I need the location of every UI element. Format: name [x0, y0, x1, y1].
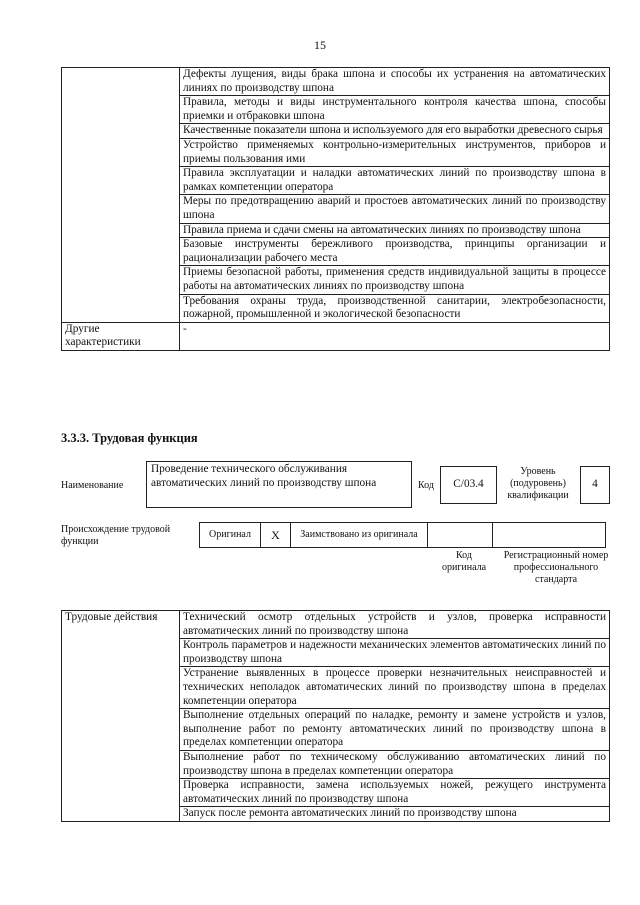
- knowledge-label-cell: [62, 68, 180, 323]
- actions-table: [61, 610, 610, 822]
- page-number: 15: [314, 38, 326, 52]
- knowledge-item: Правила эксплуатации и наладки автоматических линий по производству шпона в рамках компетенции оператора: [180, 167, 610, 195]
- table-row: [62, 322, 610, 350]
- borrowed-label: Заимствовано из оригинала: [291, 523, 428, 548]
- level-label: Уровень (подуровень) квалификации: [507, 466, 569, 501]
- action-item: Проверка исправности, замена используемых ножей, режущего инструмента автоматических линий по производству шпона: [180, 779, 610, 807]
- other-characteristics-value: -: [180, 322, 610, 350]
- code-label: Код: [418, 480, 434, 491]
- level-value-box: 4: [580, 466, 610, 504]
- knowledge-item: Правила, методы и виды инструментального контроля качества шпона, способы приемки и отбраковки шпона: [180, 96, 610, 124]
- knowledge-item: Дефекты лущения, виды брака шпона и способы их устранения на автоматических линиях по производству шпона: [180, 68, 610, 96]
- knowledge-item: Базовые инструменты бережливого производства, принципы организации и рационализации рабочего места: [180, 238, 610, 266]
- knowledge-item: Качественные показатели шпона и используемого для его выработки древесного сырья: [180, 124, 610, 139]
- knowledge-item: Меры по предотвращению аварий и простоев автоматических линий по производству шпона: [180, 195, 610, 223]
- knowledge-item: Правила приема и сдачи смены на автоматических линиях по производству шпона: [180, 223, 610, 238]
- knowledge-table: [61, 67, 610, 351]
- code-original-cell: [428, 523, 493, 548]
- registration-number-caption: Регистрационный номер профессионального стандарта: [503, 550, 609, 585]
- original-mark: Х: [261, 523, 291, 548]
- knowledge-item: Устройство применяемых контрольно-измерительных инструментов, приборов и приемы пользования ими: [180, 138, 610, 166]
- table-row: [200, 523, 606, 548]
- code-original-caption: Код оригинала: [441, 550, 487, 573]
- knowledge-item: Приемы безопасной работы, применения средств индивидуальной защиты в процессе работы на автоматических линиях по производству шпона: [180, 266, 610, 294]
- other-characteristics-label: Другие характеристики: [62, 322, 180, 350]
- name-label: Наименование: [61, 480, 124, 491]
- table-row: [62, 611, 610, 639]
- original-label: Оригинал: [200, 523, 261, 548]
- action-item: Запуск после ремонта автоматических линий по производству шпона: [180, 807, 610, 822]
- table-row: [62, 68, 610, 96]
- action-item: Технический осмотр отдельных устройств и узлов, проверка исправности автоматических линий по производству шпона: [180, 611, 610, 639]
- origin-label: Происхождение трудовой функции: [61, 524, 171, 547]
- registration-number-cell: [493, 523, 606, 548]
- knowledge-item: Требования охраны труда, производственной санитарии, электробезопасности, пожарной, промышленной и экологической безопасности: [180, 294, 610, 322]
- actions-label: Трудовые действия: [62, 611, 180, 822]
- origin-table: [199, 522, 606, 548]
- action-item: Выполнение работ по техническому обслуживанию автоматических линий по производству шпона в пределах компетенции оператора: [180, 750, 610, 778]
- action-item: Выполнение отдельных операций по наладке, ремонту и замене устройств и узлов, выполнение работ по ремонту автоматических линий по производству шпона в пределах компетенции оператора: [180, 709, 610, 751]
- section-title: 3.3.3. Трудовая функция: [61, 431, 198, 445]
- action-item: Устранение выявленных в процессе проверки незначительных неисправностей и технических неполадок автоматических линий по производству шпона в пределах компетенции оператора: [180, 667, 610, 709]
- action-item: Контроль параметров и надежности механических элементов автоматических линий по производству шпона: [180, 639, 610, 667]
- code-value-box: C/03.4: [440, 466, 497, 504]
- function-name-box: Проведение технического обслуживания автоматических линий по производству шпона: [146, 461, 412, 508]
